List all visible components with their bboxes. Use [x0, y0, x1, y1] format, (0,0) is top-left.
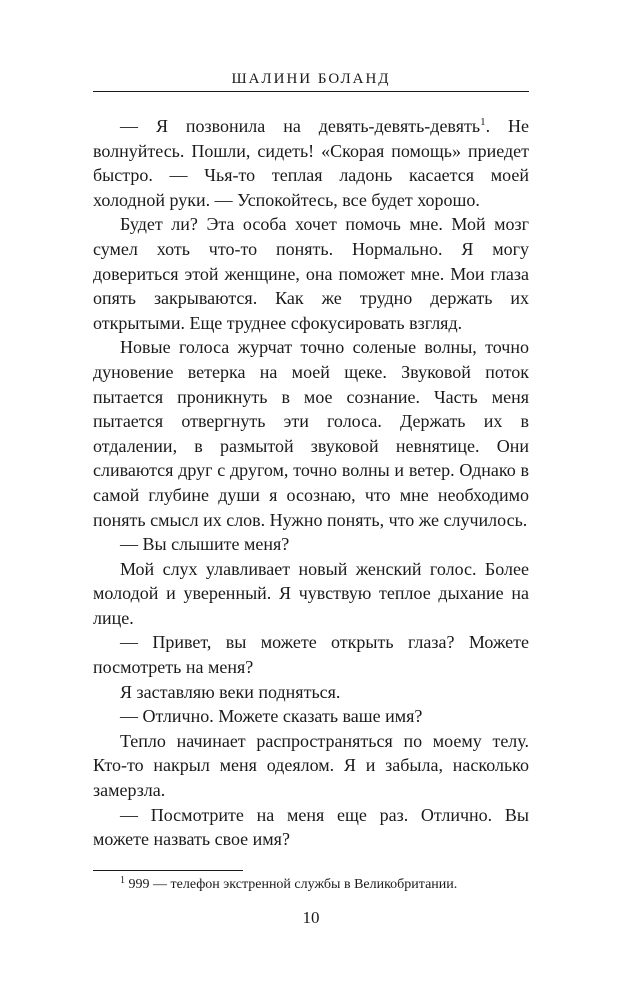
footnote-text: 999 — телефон экстренной службы в Великобритании. — [125, 877, 458, 892]
paragraph-9: Тепло начинает распространяться по моему телу. Кто-то накрыл меня одеялом. Я и забыла, насколько замерзла. — [93, 730, 529, 801]
paragraph-3: Новые голоса журчат точно соленые волны, точно дуновение ветерка на моей щеке. Звуковой поток пытается проникнуть в мое сознание. Часть меня пытается отвергнуть эти голоса. Держать их в отдалении, в размытой звуковой невнятице. Они сливаются друг с другом, точно волны и ветер. Однако в самой глубине души я осознаю, что мне необходимо понять смысл их слов. Нужно понять, что же случилось. — [93, 337, 529, 530]
footnote — [93, 876, 529, 894]
paragraph-1-start: — Я позвонила на девять-девять-девять — [120, 116, 481, 136]
paragraph-7: Я заставляю веки подняться. — [120, 681, 341, 702]
header-rule — [93, 91, 529, 92]
paragraph-5: Мой слух улавливает новый женский голос. Более молодой и уверенный. Я чувствую теплое дыхание на лице. — [93, 558, 529, 628]
book-page — [93, 0, 529, 1000]
footnote-marker: 1 — [120, 875, 125, 886]
paragraph-10: — Посмотрите на меня еще раз. Отлично. Вы можете назвать свое имя? — [93, 804, 529, 850]
paragraph-1-rest: . Не волнуйтесь. Пошли, сидеть! «Скорая помощь» приедет быстро. — Чья-то теплая ладонь касается моей холодной руки. — Успокойтесь, все будет хорошо. — [93, 116, 529, 210]
paragraph-8: — Отлично. Можете сказать ваше имя? — [120, 706, 423, 727]
paragraph-2: Будет ли? Эта особа хочет помочь мне. Мой мозг сумел хоть что-то понять. Нормально. Я могу довериться этой женщине, она поможет мне. Мои глаза опять закрываются. Как же трудно держать их открытыми. Еще труднее сфокусировать взгляд. — [93, 214, 529, 333]
page-number: 10 — [302, 908, 320, 927]
paragraph-6: — Привет, вы можете открыть глаза? Можете посмотреть на меня? — [93, 632, 529, 678]
footnote-reference: 1 — [480, 116, 486, 128]
footnote-rule — [93, 870, 243, 871]
body-text — [93, 114, 529, 852]
paragraph-4: — Вы слышите меня? — [120, 534, 290, 555]
running-head: ШАЛИНИ БОЛАНД — [231, 71, 391, 87]
paragraph-1 — [93, 114, 529, 212]
